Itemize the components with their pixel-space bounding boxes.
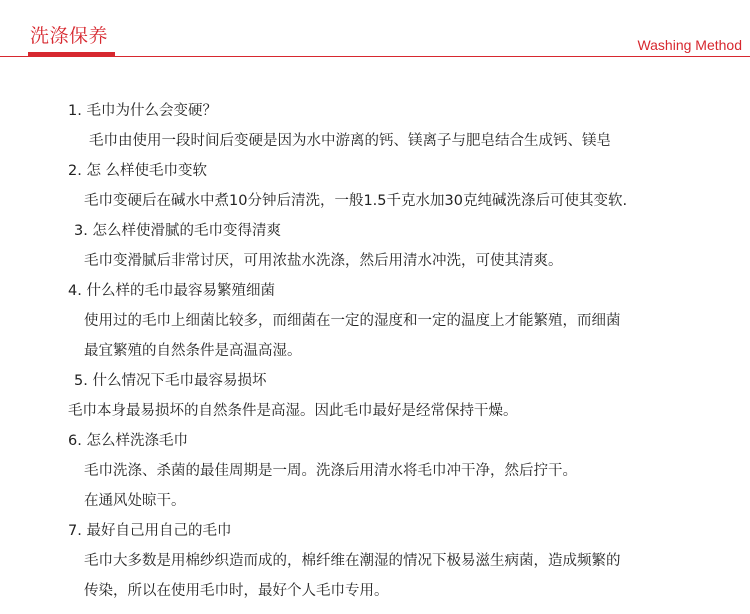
faq-answer-3-line-1: 毛巾变滑腻后非常讨厌，可用浓盐水洗涤，然后用清水冲洗，可使其清爽。 — [84, 253, 563, 269]
section-subtitle: Washing Method — [637, 37, 742, 53]
section-title: 洗涤保养 — [30, 25, 109, 47]
faq-question-4: 4. 什么样的毛巾最容易繁殖细菌 — [68, 283, 275, 299]
faq-answer-7-line-1: 毛巾大多数是用棉纱织造而成的，棉纤维在潮湿的情况下极易滋生病菌，造成频繁的 — [84, 553, 621, 569]
faq-question-7: 7. 最好自己用自己的毛巾 — [68, 523, 232, 539]
faq-answer-4-line-2: 最宜繁殖的自然条件是高温高湿。 — [84, 343, 302, 359]
faq-answer-1-line-1: 毛巾由使用一段时间后变硬是因为水中游离的钙、镁离子与肥皂结合生成钙、镁皂 — [89, 133, 611, 149]
faq-question-1: 1. 毛巾为什么会变硬？ — [68, 103, 217, 119]
faq-question-6: 6. 怎么样洗涤毛巾 — [68, 433, 188, 449]
faq-question-3: 3. 怎么样使滑腻的毛巾变得清爽 — [74, 223, 281, 239]
faq-answer-7-line-2: 传染，所以在使用毛巾时，最好个人毛巾专用。 — [84, 583, 389, 599]
faq-answer-6-line-1: 毛巾洗涤、杀菌的最佳周期是一周。洗涤后用清水将毛巾冲干净，然后拧干。 — [84, 463, 577, 479]
faq-answer-4-line-1: 使用过的毛巾上细菌比较多，而细菌在一定的湿度和一定的温度上才能繁殖，而细菌 — [84, 313, 621, 329]
faq-answer-5-line-1: 毛巾本身最易损坏的自然条件是高湿。因此毛巾最好是经常保持干燥。 — [68, 403, 518, 419]
faq-answer-2-line-1: 毛巾变硬后在碱水中煮10分钟后清洗，一般1.5千克水加30克纯碱洗涤后可使其变软. — [84, 193, 628, 209]
faq-question-5: 5. 什么情况下毛巾最容易损坏 — [74, 373, 267, 389]
faq-question-2: 2. 怎 么样使毛巾变软 — [68, 163, 208, 179]
faq-answer-6-line-2: 在通风处晾干。 — [84, 493, 186, 509]
